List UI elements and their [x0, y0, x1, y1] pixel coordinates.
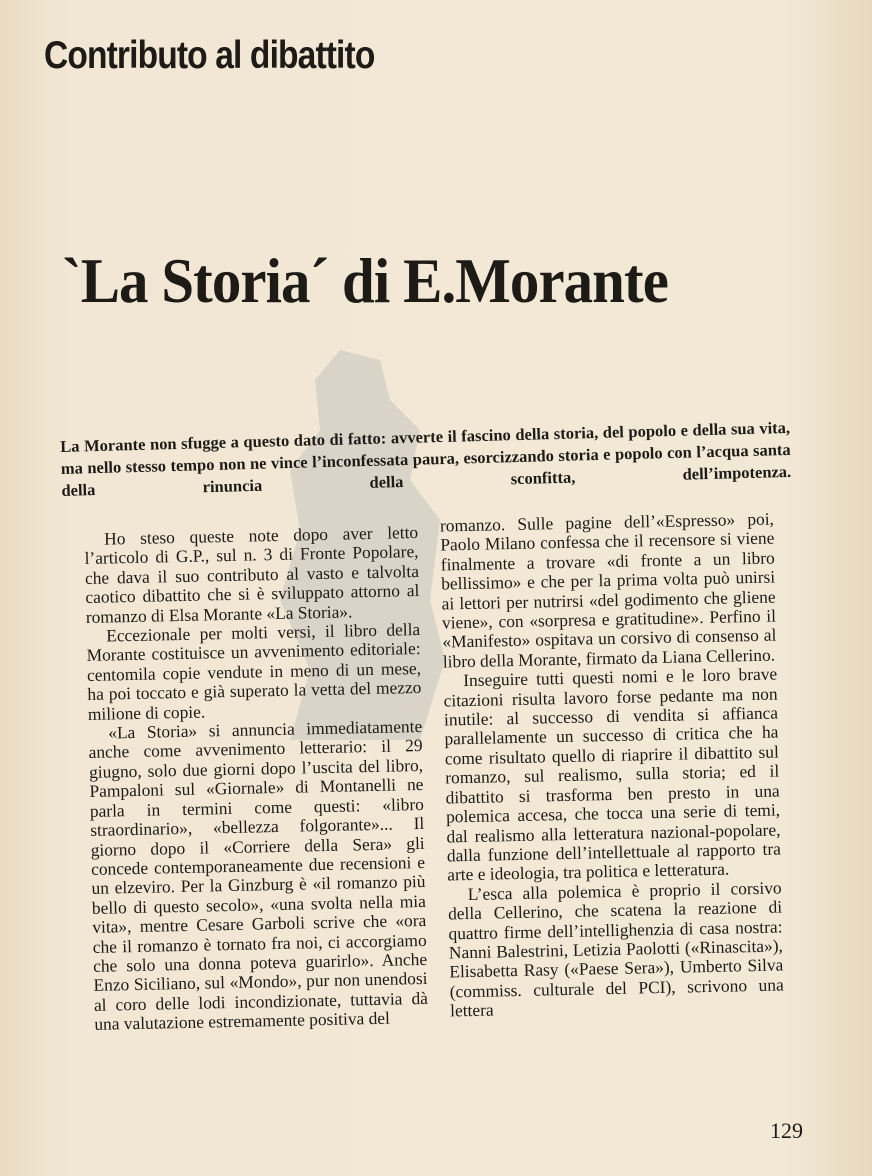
section-kicker: Contributo al dibattito: [44, 34, 375, 77]
body-columns: [84, 508, 826, 1110]
paragraph: romanzo. Sulle pagine dell’«Espresso» poi, Paolo Milano confessa che il recensore si viene finalmente a trovare «di fronte a un libro bellissimo» e che per la prima volta può unirsi ai lettori per nutrirsi «del godimento che gliene viene», con «sorpresa e gratitudine». Perfino il «Manifesto» ospitava un corsivo di consenso al libro della Morante, firmato da Liana Cellerino.: [439, 508, 777, 672]
paragraph: L’esca alla polemica è proprio il corsivo della Cellerino, che scatena la reazione di quattro firme dell’intellighenzia di casa nostra: Nanni Balestrini, Letizia Paolotti («Rinascita»), Elisabetta Rasy («Paese Sera»), Umberto Silva (commiss. culturale del PCI), scrivono una lettera: [447, 877, 784, 1021]
paragraph: Eccezionale per molti versi, il libro della Morante costituisce un avvenimento editoriale: centomila copie vendute in meno di un mese, ha poi toccato e già superato la vetta del mezzo milione di copie.: [86, 619, 422, 724]
article-title: `La Storia´ di E.Morante: [62, 245, 668, 316]
body-column-right: [440, 510, 784, 1021]
paragraph: Ho steso queste note dopo aver letto l’articolo di G.P., sul n. 3 di Fronte Popolare, che dava il suo contributo al vasto e talvolta caotico dibattito che si è sviluppato attorno al romanzo di Elsa Morante «La Storia».: [84, 522, 420, 627]
paragraph: Inseguire tutti questi nomi e le loro brave citazioni risulta lavoro forse pedante ma non inutile: al successo di vendita si affianca parallelamente un successo di critica che ha come risultato quello di riaprire il dibattito sul romanzo, sul realismo, sulla storia; ed il dibattito si trasforma ben presto in una polemica accesa, che tocca una serie di temi, dal realismo alla letteratura nazional-popolare, dalla funzione dell’intellettuale al rapporto tra arte e ideologia, tra politica e letteratura.: [443, 663, 782, 885]
paragraph: «La Storia» si annuncia immediatamente anche come avvenimento letterario: il 29 giugno, solo due giorni dopo l’uscita del libro, Pampaloni sul «Giornale» di Montanelli ne parla in termini come questi: «libro straordinario», «bellezza folgorante»... Il giorno dopo il «Corriere della Sera» gli concede contemporaneamente due recensioni e un elzeviro. Per la Ginzburg è «il romanzo più bello di questo secolo», «una svolta nella mia vita», mentre Cesare Garboli scrive che «ora che il romanzo è tornato fra noi, ci accorgiamo che solo una donna poteva guarirlo». Anche Enzo Siciliano, sul «Mondo», pur non unendosi al coro delle lodi incondizionate, tuttavia dà una valutazione estremamente positiva del: [88, 716, 429, 1035]
article-lede: La Morante non sfugge a questo dato di fatto: avverte il fascino della storia, del popolo e della sua vita, ma nello stesso tempo non ne vince l’inconfessata paura, esorcizzando storia e popolo con l’acqua santa della rinuncia della sconfitta, dell’impotenza.: [60, 417, 792, 500]
body-column-left: [84, 523, 428, 1034]
page-number: 129: [770, 1118, 803, 1143]
